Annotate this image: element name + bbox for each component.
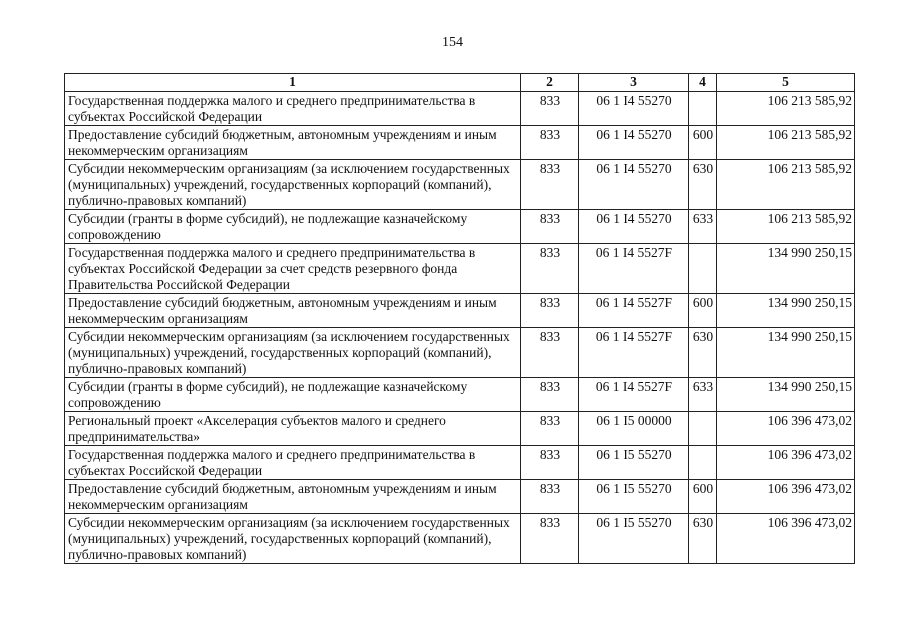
header-col-2: 2 — [521, 74, 579, 92]
expense-type-code: 633 — [689, 210, 717, 244]
item-name: Государственная поддержка малого и среднего предпринимательства в субъектах Российской Федерации — [65, 446, 521, 480]
amount: 106 213 585,92 — [717, 92, 855, 126]
expense-type-code: 630 — [689, 514, 717, 564]
ministry-code: 833 — [521, 294, 579, 328]
amount: 106 213 585,92 — [717, 160, 855, 210]
amount: 134 990 250,15 — [717, 378, 855, 412]
target-article-code: 06 1 I5 55270 — [579, 514, 689, 564]
table-row — [65, 244, 855, 294]
amount: 106 213 585,92 — [717, 210, 855, 244]
ministry-code: 833 — [521, 480, 579, 514]
header-col-3: 3 — [579, 74, 689, 92]
expense-type-code: 600 — [689, 126, 717, 160]
table-row — [65, 126, 855, 160]
item-name: Предоставление субсидий бюджетным, автономным учреждениям и иным некоммерческим организациям — [65, 294, 521, 328]
table-row — [65, 446, 855, 480]
table-row — [65, 412, 855, 446]
target-article-code: 06 1 I4 5527F — [579, 328, 689, 378]
header-row — [65, 74, 855, 92]
table-row — [65, 480, 855, 514]
target-article-code: 06 1 I4 5527F — [579, 294, 689, 328]
table-row — [65, 328, 855, 378]
ministry-code: 833 — [521, 514, 579, 564]
amount: 106 396 473,02 — [717, 446, 855, 480]
target-article-code: 06 1 I4 5527F — [579, 378, 689, 412]
target-article-code: 06 1 I4 55270 — [579, 126, 689, 160]
item-name: Государственная поддержка малого и среднего предпринимательства в субъектах Российской Федерации за счет средств резервного фонда Правительства Российской Федерации — [65, 244, 521, 294]
page-number: 154 — [442, 35, 463, 50]
amount: 134 990 250,15 — [717, 328, 855, 378]
item-name: Региональный проект «Акселерация субъектов малого и среднего предпринимательства» — [65, 412, 521, 446]
table-row — [65, 294, 855, 328]
expense-type-code: 630 — [689, 160, 717, 210]
table-row — [65, 378, 855, 412]
amount: 134 990 250,15 — [717, 294, 855, 328]
expense-type-code: 600 — [689, 480, 717, 514]
item-name: Предоставление субсидий бюджетным, автономным учреждениям и иным некоммерческим организациям — [65, 126, 521, 160]
expense-type-code — [689, 92, 717, 126]
table-row — [65, 210, 855, 244]
item-name: Государственная поддержка малого и среднего предпринимательства в субъектах Российской Федерации — [65, 92, 521, 126]
item-name: Субсидии некоммерческим организациям (за исключением государственных (муниципальных) учреждений, государственных корпораций (компаний), публично-правовых компаний) — [65, 514, 521, 564]
target-article-code: 06 1 I5 55270 — [579, 480, 689, 514]
item-name: Субсидии (гранты в форме субсидий), не подлежащие казначейскому сопровождению — [65, 210, 521, 244]
ministry-code: 833 — [521, 160, 579, 210]
amount: 106 396 473,02 — [717, 514, 855, 564]
expense-type-code: 630 — [689, 328, 717, 378]
amount: 106 213 585,92 — [717, 126, 855, 160]
item-name: Предоставление субсидий бюджетным, автономным учреждениям и иным некоммерческим организациям — [65, 480, 521, 514]
amount: 106 396 473,02 — [717, 480, 855, 514]
ministry-code: 833 — [521, 446, 579, 480]
target-article-code: 06 1 I4 55270 — [579, 210, 689, 244]
ministry-code: 833 — [521, 126, 579, 160]
item-name: Субсидии (гранты в форме субсидий), не подлежащие казначейскому сопровождению — [65, 378, 521, 412]
header-col-5: 5 — [717, 74, 855, 92]
expense-type-code: 633 — [689, 378, 717, 412]
target-article-code: 06 1 I4 55270 — [579, 92, 689, 126]
item-name: Субсидии некоммерческим организациям (за исключением государственных (муниципальных) учреждений, государственных корпораций (компаний), публично-правовых компаний) — [65, 328, 521, 378]
target-article-code: 06 1 I5 55270 — [579, 446, 689, 480]
ministry-code: 833 — [521, 412, 579, 446]
expense-type-code: 600 — [689, 294, 717, 328]
header-col-1: 1 — [65, 74, 521, 92]
ministry-code: 833 — [521, 378, 579, 412]
target-article-code: 06 1 I4 5527F — [579, 244, 689, 294]
target-article-code: 06 1 I5 00000 — [579, 412, 689, 446]
target-article-code: 06 1 I4 55270 — [579, 160, 689, 210]
budget-table — [64, 73, 855, 564]
ministry-code: 833 — [521, 244, 579, 294]
table-row — [65, 92, 855, 126]
table-row — [65, 160, 855, 210]
ministry-code: 833 — [521, 210, 579, 244]
table-row — [65, 514, 855, 564]
item-name: Субсидии некоммерческим организациям (за исключением государственных (муниципальных) учреждений, государственных корпораций (компаний), публично-правовых компаний) — [65, 160, 521, 210]
header-col-4: 4 — [689, 74, 717, 92]
amount: 106 396 473,02 — [717, 412, 855, 446]
amount: 134 990 250,15 — [717, 244, 855, 294]
expense-type-code — [689, 446, 717, 480]
expense-type-code — [689, 412, 717, 446]
ministry-code: 833 — [521, 92, 579, 126]
ministry-code: 833 — [521, 328, 579, 378]
expense-type-code — [689, 244, 717, 294]
